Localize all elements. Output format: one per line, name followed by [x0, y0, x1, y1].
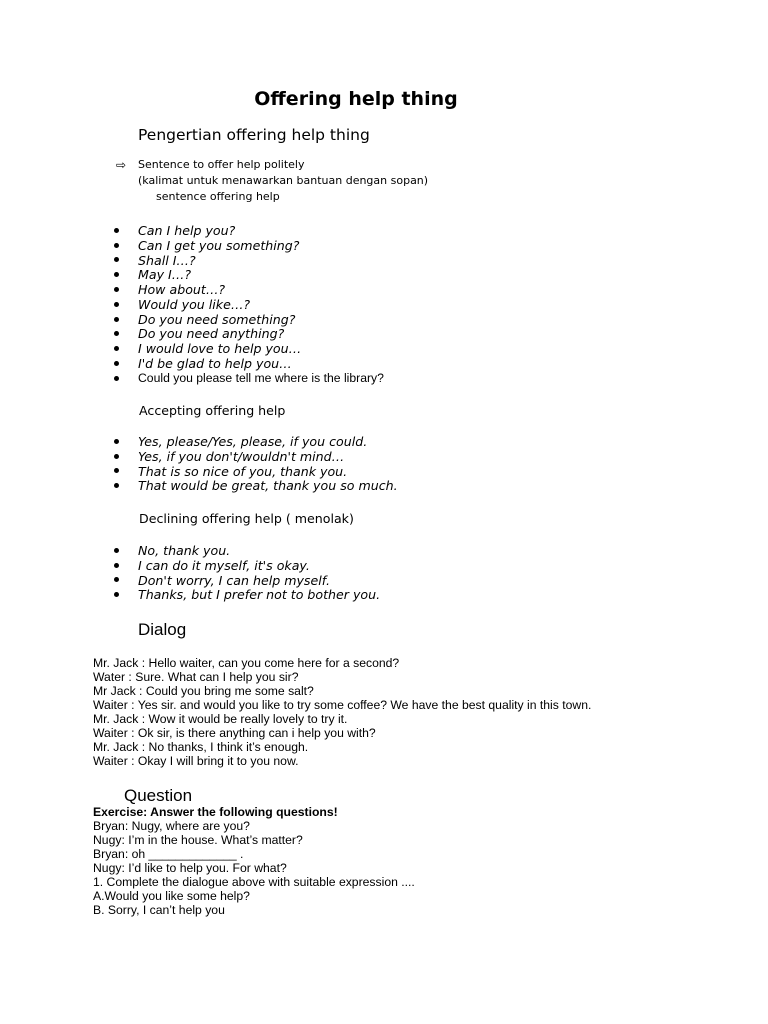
dialog-line: Waiter : Okay I will bring it to you now. [93, 754, 299, 768]
list-item: Would you like…? [114, 297, 384, 312]
question-line: Bryan: oh _____________ . [93, 847, 244, 861]
dialog-line: Mr. Jack : No thanks, I think it’s enough. [93, 740, 309, 754]
exercise-title: Exercise: Answer the following questions! [93, 805, 338, 819]
question-line: A.Would you like some help? [93, 889, 250, 903]
list-item: Do you need anything? [114, 327, 384, 342]
bullet-icon [114, 548, 119, 553]
bullet-icon [114, 468, 119, 473]
list-item: Do you need something? [114, 312, 384, 327]
dialog-line: Mr. Jack : Hello waiter, can you come here for a second? [93, 656, 400, 670]
list-item: Could you please tell me where is the library? [114, 371, 384, 386]
definition-line: sentence offering help [156, 190, 280, 203]
page-title: Offering help thing [254, 88, 458, 110]
dialog-line: Waiter : Yes sir. and would you like to try some coffee? We have the best quality in this town. [93, 698, 592, 712]
list-item: Don't worry, I can help myself. [114, 573, 380, 588]
list-item: Can I help you? [114, 223, 384, 238]
dialog-heading: Dialog [138, 620, 187, 639]
bullet-icon [114, 243, 119, 248]
definition-line: (kalimat untuk menawarkan bantuan dengan sopan) [138, 174, 429, 187]
list-item: That would be great, thank you so much. [114, 478, 398, 493]
bullet-icon [114, 272, 119, 277]
question-line: Nugy: I’d like to help you. For what? [93, 861, 287, 875]
question-line: Bryan: Nugy, where are you? [93, 819, 250, 833]
list-item: Can I get you something? [114, 238, 384, 253]
list-item: Yes, please/Yes, please, if you could. [114, 434, 398, 449]
list-item: I would love to help you… [114, 341, 384, 356]
bullet-icon [114, 302, 119, 307]
dialog-line: Mr. Jack : Wow it would be really lovely to try it. [93, 712, 348, 726]
dialog-line: Water : Sure. What can I help you sir? [93, 670, 299, 684]
accepting-list [114, 434, 398, 493]
list-item: Shall I…? [114, 253, 384, 268]
accepting-label: Accepting offering help [139, 403, 286, 418]
list-item: No, thank you. [114, 543, 380, 558]
definition-block [116, 157, 428, 205]
bullet-icon [114, 228, 119, 233]
list-item: Thanks, but I prefer not to bother you. [114, 587, 380, 602]
question-heading: Question [124, 786, 193, 805]
bullet-icon [114, 346, 119, 351]
bullet-icon [114, 361, 119, 366]
arrow-right-icon: ⇨ [116, 158, 127, 172]
bullet-icon [114, 257, 119, 262]
declining-list [114, 543, 380, 602]
list-item: That is so nice of you, thank you. [114, 464, 398, 479]
dialog-line: Waiter : Ok sir, is there anything can i help you with? [93, 726, 376, 740]
bullet-icon [114, 287, 119, 292]
question-block [93, 805, 415, 917]
bullet-icon [114, 454, 119, 459]
bullet-icon [114, 376, 119, 381]
bullet-icon [114, 331, 119, 336]
declining-label: Declining offering help ( menolak) [139, 511, 354, 526]
subtitle: Pengertian offering help thing [138, 126, 370, 144]
list-item: Yes, if you don't/wouldn't mind… [114, 449, 398, 464]
dialog-block [93, 656, 591, 768]
offering-list [114, 223, 384, 386]
bullet-icon [114, 439, 119, 444]
question-line: 1. Complete the dialogue above with suitable expression .... [93, 875, 415, 889]
list-item: How about…? [114, 282, 384, 297]
bullet-icon [114, 592, 119, 597]
list-item: May I…? [114, 267, 384, 282]
bullet-icon [114, 483, 119, 488]
bullet-icon [114, 577, 119, 582]
question-line: Nugy: I’m in the house. What’s matter? [93, 833, 303, 847]
list-item: I can do it myself, it's okay. [114, 558, 380, 573]
definition-line: Sentence to offer help politely [138, 158, 305, 171]
bullet-icon [114, 563, 119, 568]
dialog-line: Mr Jack : Could you bring me some salt? [93, 684, 314, 698]
bullet-icon [114, 317, 119, 322]
question-line: B. Sorry, I can’t help you [93, 903, 225, 917]
list-item: I'd be glad to help you… [114, 356, 384, 371]
